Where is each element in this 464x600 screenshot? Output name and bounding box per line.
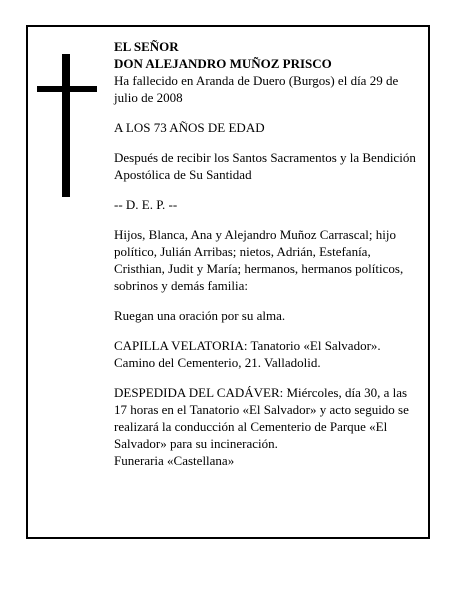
prayer-request: Ruegan una oración por su alma. [114,308,286,323]
cross-vertical-bar [62,54,70,197]
sacraments-line: Después de recibir los Santos Sacramentos y la Bendición Apostólica de Su Santidad [114,150,416,182]
farewell-info: DESPEDIDA DEL CADÁVER: Miércoles, día 30, a las 17 horas en el Tanatorio «El Salvador» y acto seguido se realizará la conducción al Cementerio de Parque «El Salvador» para su incineración. [114,385,409,451]
death-info: Ha fallecido en Aranda de Duero (Burgos) el día 29 de julio de 2008 [114,73,399,105]
deceased-name: DON ALEJANDRO MUÑOZ PRISCO [114,56,332,71]
family-list: Hijos, Blanca, Ana y Alejandro Muñoz Carrascal; hijo político, Julián Arribas; nietos, Adrián, Estefanía, Cristhian, Judit y María; hermanos, hermanos políticos, sobrinos y demás familia: [114,227,404,293]
chapel-info: CAPILLA VELATORIA: Tanatorio «El Salvador». Camino del Cementerio, 21. Valladolid. [114,338,381,370]
obituary-text [114,38,422,469]
age-line: A LOS 73 AÑOS DE EDAD [114,120,265,135]
rip-line: -- D. E. P. -- [114,197,178,212]
cross-horizontal-bar [37,86,97,92]
funeral-home: Funeraria «Castellana» [114,453,235,468]
title-line-1: EL SEÑOR [114,39,179,54]
latin-cross-icon [37,54,97,197]
